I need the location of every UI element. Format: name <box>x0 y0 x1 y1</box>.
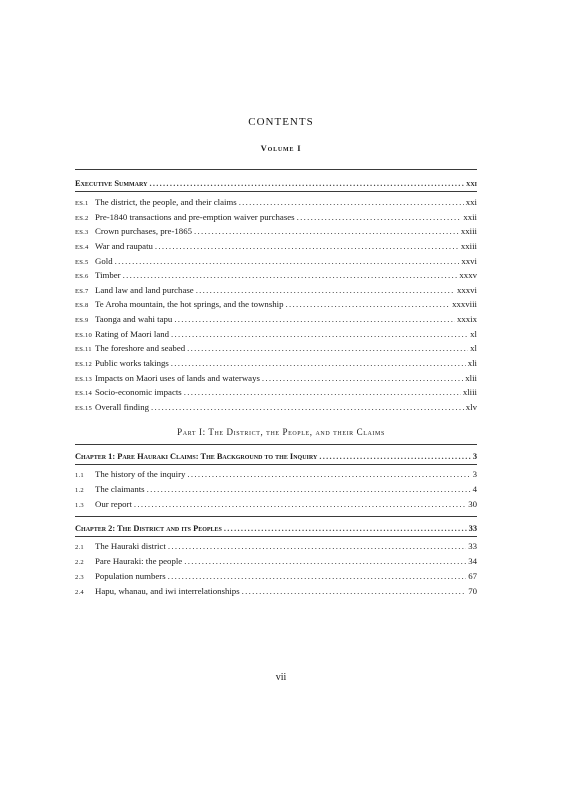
chapter-1-list <box>75 467 477 512</box>
entry-page: xxxix <box>456 314 477 325</box>
entry-number: 2.3 <box>75 574 84 581</box>
entry-page: xl <box>470 328 477 339</box>
entry-page: xxiii <box>460 240 477 251</box>
entry-number: ES.15 <box>75 404 92 412</box>
toc-entry[interactable] <box>75 497 477 512</box>
entry-page: 3 <box>472 469 477 479</box>
entry-page: 4 <box>472 484 477 494</box>
toc-entry[interactable] <box>75 400 477 415</box>
entry-title: The claimants <box>95 484 145 494</box>
dot-leader <box>171 327 468 342</box>
entry-title: Hapu, whanau, and iwi interrelationships <box>95 586 240 596</box>
toc-entry[interactable] <box>75 268 477 283</box>
entry-title: Te Aroha mountain, the hot springs, and the township <box>95 299 284 310</box>
entry-number: 2.1 <box>75 544 84 551</box>
toc-entry[interactable] <box>75 539 477 554</box>
entry-number: ES.7 <box>75 287 89 295</box>
entry-page: xxxvi <box>456 284 477 295</box>
entry-page: xlv <box>465 401 477 412</box>
dot-leader <box>134 497 466 512</box>
entry-page: xxxviii <box>452 299 477 310</box>
toc-entry[interactable] <box>75 385 477 400</box>
entry-title: The Hauraki district <box>95 541 166 551</box>
toc-entry-chapter-2[interactable] <box>75 524 477 533</box>
entry-number: ES.5 <box>75 258 89 266</box>
entry-number: 2.4 <box>75 589 84 596</box>
dot-leader <box>239 195 464 210</box>
dot-leader <box>319 452 471 461</box>
entry-page: xlii <box>465 372 477 383</box>
toc-entry[interactable] <box>75 467 477 482</box>
entry-number: ES.10 <box>75 331 92 339</box>
toc-entry[interactable] <box>75 482 477 497</box>
section-rule <box>75 464 477 465</box>
entry-page: xxi <box>465 179 477 188</box>
entry-number: ES.1 <box>75 200 89 207</box>
dot-leader <box>168 569 467 584</box>
dot-leader <box>174 312 455 327</box>
top-rule <box>75 169 477 170</box>
entry-title: Socio-economic impacts <box>95 387 182 398</box>
toc-entry[interactable] <box>75 341 477 356</box>
toc-entry[interactable] <box>75 195 477 210</box>
executive-summary-list <box>75 195 477 415</box>
entry-number: 1.3 <box>75 502 84 509</box>
toc-entry-executive-summary[interactable] <box>75 179 477 188</box>
section-rule <box>75 536 477 537</box>
toc-entry[interactable] <box>75 371 477 386</box>
toc-entry[interactable] <box>75 224 477 239</box>
toc-entry[interactable] <box>75 254 477 269</box>
contents-heading: CONTENTS <box>248 116 314 128</box>
entry-number: 1.1 <box>75 472 84 479</box>
dot-leader <box>187 341 468 356</box>
entry-title: Public works takings <box>95 358 169 369</box>
entry-page: xxii <box>463 211 477 222</box>
entry-title: Taonga and wahi tapu <box>95 314 173 325</box>
dot-leader <box>151 400 464 415</box>
entry-title: Crown purchases, pre-1865 <box>95 226 192 237</box>
entry-number: ES.12 <box>75 361 92 369</box>
part-heading: Part I: The District, the People, and their Claims <box>177 427 385 437</box>
entry-title: Executive Summary <box>75 179 148 188</box>
entry-page: xli <box>467 358 477 369</box>
dot-leader <box>184 385 461 400</box>
entry-page: xl <box>470 343 477 354</box>
chapter-2-section <box>75 516 477 599</box>
page-number: vii <box>275 672 287 683</box>
executive-summary-section <box>75 169 477 415</box>
entry-page: xxvi <box>461 255 477 266</box>
entry-number: ES.13 <box>75 375 92 383</box>
entry-page: 67 <box>468 571 477 581</box>
chapter-1-section <box>75 444 477 512</box>
toc-entry[interactable] <box>75 327 477 342</box>
dot-leader <box>194 224 459 239</box>
dot-leader <box>242 584 467 599</box>
entry-title: Land law and land purchase <box>95 284 194 295</box>
toc-entry[interactable] <box>75 283 477 298</box>
entry-title: Population numbers <box>95 571 166 581</box>
entry-number: ES.9 <box>75 317 89 325</box>
chapter-2-list <box>75 539 477 599</box>
entry-title: Impacts on Maori uses of lands and waterways <box>95 372 260 383</box>
entry-number: 1.2 <box>75 487 84 494</box>
top-rule <box>75 516 477 517</box>
dot-leader <box>168 539 466 554</box>
toc-entry[interactable] <box>75 356 477 371</box>
entry-title: Our report <box>95 499 132 509</box>
entry-title: The foreshore and seabed <box>95 343 186 354</box>
toc-entry[interactable] <box>75 584 477 599</box>
entry-page: 33 <box>468 524 477 533</box>
toc-entry[interactable] <box>75 554 477 569</box>
entry-title: Overall finding <box>95 401 149 412</box>
dot-leader <box>187 467 470 482</box>
entry-title: Pare Hauraki: the people <box>95 556 183 566</box>
dot-leader <box>286 297 451 312</box>
entry-page: 30 <box>468 499 477 509</box>
section-rule <box>75 191 477 192</box>
entry-page: xliii <box>462 387 477 398</box>
dot-leader <box>171 356 466 371</box>
entry-number: ES.8 <box>75 302 89 310</box>
entry-page: 70 <box>468 586 477 596</box>
entry-title: Rating of Maori land <box>95 328 170 339</box>
entry-title: The history of the inquiry <box>95 469 186 479</box>
dot-leader <box>196 283 455 298</box>
dot-leader <box>297 210 462 225</box>
entry-page: 33 <box>468 541 477 551</box>
entry-number: ES.6 <box>75 273 89 281</box>
dot-leader <box>262 371 463 386</box>
dot-leader <box>149 179 464 188</box>
entry-title: Gold <box>95 255 113 266</box>
dot-leader <box>184 554 466 569</box>
toc-entry[interactable] <box>75 297 477 312</box>
toc-entry[interactable] <box>75 210 477 225</box>
entry-title: The district, the people, and their claims <box>95 197 237 207</box>
toc-entry-chapter-1[interactable] <box>75 452 477 461</box>
entry-number: ES.14 <box>75 390 92 398</box>
dot-leader <box>224 524 467 533</box>
entry-page: 34 <box>468 556 477 566</box>
entry-page: xxi <box>465 197 477 207</box>
entry-title: Timber <box>95 270 121 281</box>
entry-title: War and raupatu <box>95 240 153 251</box>
entry-number: 2.2 <box>75 559 84 566</box>
entry-page: 3 <box>472 452 477 461</box>
entry-number: ES.4 <box>75 243 89 251</box>
entry-number: ES.2 <box>75 214 89 222</box>
entry-number: ES.3 <box>75 229 89 237</box>
entry-page: xxxv <box>459 270 477 281</box>
dot-leader <box>147 482 471 497</box>
dot-leader <box>123 268 458 283</box>
top-rule <box>75 444 477 445</box>
toc-entry[interactable] <box>75 239 477 254</box>
entry-number: ES.11 <box>75 346 92 354</box>
entry-title: Chapter 2: The District and its Peoples <box>75 524 222 533</box>
dot-leader <box>115 254 460 269</box>
dot-leader <box>155 239 459 254</box>
entry-page: xxiii <box>460 226 477 237</box>
toc-entry[interactable] <box>75 312 477 327</box>
entry-title: Chapter 1: Pare Hauraki Claims: The Background to the Inquiry <box>75 452 318 461</box>
entry-title: Pre-1840 transactions and pre-emption waiver purchases <box>95 211 295 222</box>
volume-heading: Volume I <box>260 143 302 153</box>
toc-entry[interactable] <box>75 569 477 584</box>
